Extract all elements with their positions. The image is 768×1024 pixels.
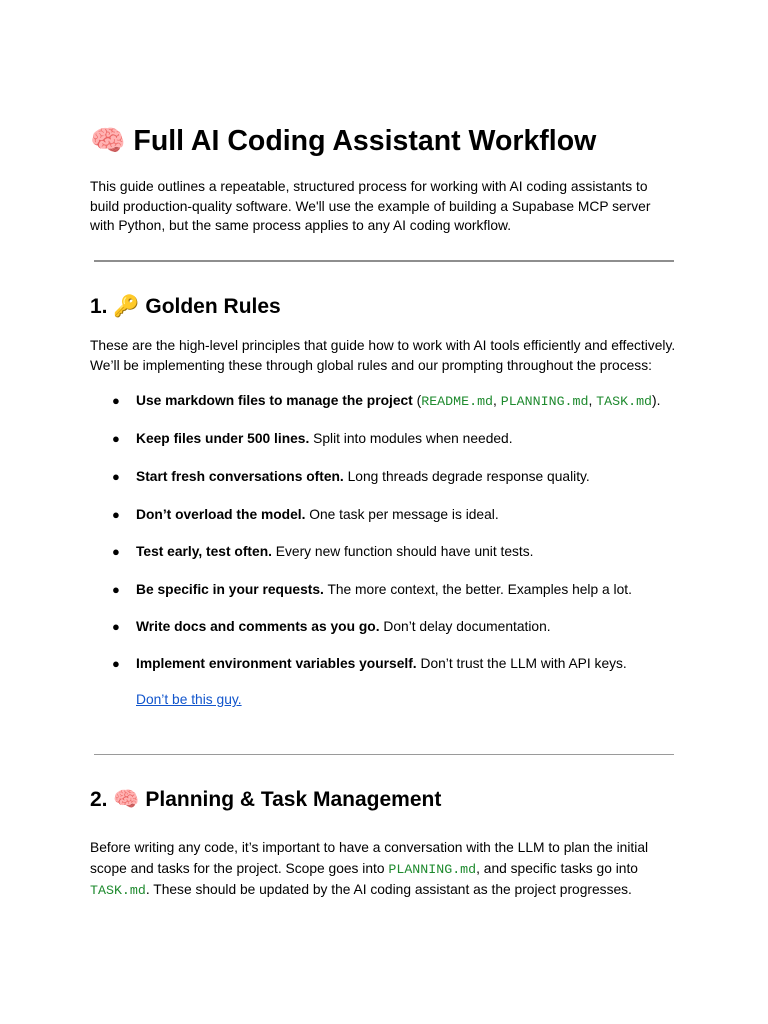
rule-text: (	[412, 393, 422, 408]
filename-code: PLANNING.md	[388, 861, 477, 877]
filename-code: TASK.md	[596, 394, 653, 409]
list-item	[112, 654, 696, 673]
rule-text: Every new function should have unit tests.	[271, 544, 534, 559]
section2-title: Planning & Task Management	[145, 788, 442, 811]
section2-line: scope and tasks for the project. Scope goes into	[90, 860, 389, 876]
section-divider	[94, 754, 674, 755]
document-title	[90, 121, 596, 161]
dont-be-this-guy-link[interactable]: Don’t be this guy.	[136, 692, 242, 707]
rule-bold: Don’t overload the model.	[136, 507, 306, 522]
rule-text: ).	[652, 393, 661, 408]
filename-code: README.md	[421, 394, 494, 409]
section1-intro-line: These are the high-level principles that guide how to work with AI tools efficiently and effectively.	[90, 338, 676, 353]
filename-code: PLANNING.md	[500, 394, 589, 409]
list-item	[112, 467, 696, 486]
section2-heading	[90, 784, 441, 815]
rule-text: Long threads degrade response quality.	[343, 469, 590, 484]
intro-line: build production-quality software. We'll use the example of building a Supabase MCP server	[90, 198, 651, 214]
bullet-icon: ●	[112, 619, 120, 634]
brain-icon: 🧠	[113, 787, 140, 811]
intro-line: This guide outlines a repeatable, structured process for working with AI coding assistants to	[90, 179, 648, 194]
rule-text: The more context, the better. Examples help a lot.	[323, 582, 632, 597]
list-item	[112, 505, 696, 524]
section2-line: . These should be updated by the AI coding assistant as the project progresses.	[145, 882, 632, 897]
list-item	[112, 429, 696, 448]
bullet-icon: ●	[112, 393, 120, 408]
section2-line: Before writing any code, it’s important to have a conversation with the LLM to plan the initial	[90, 840, 649, 855]
rule-bold: Write docs and comments as you go.	[136, 619, 380, 634]
bullet-icon: ●	[112, 469, 120, 484]
section2-number: 2.	[90, 788, 108, 811]
rule-text: One task per message is ideal.	[305, 507, 499, 522]
rule-text: ,	[588, 393, 597, 408]
section2-line: , and specific tasks go into	[476, 860, 638, 876]
rule-bold: Keep files under 500 lines.	[136, 431, 310, 446]
rule-bold: Be specific in your requests.	[136, 582, 324, 597]
list-item	[112, 580, 696, 599]
bullet-icon: ●	[112, 431, 120, 446]
section1-title: Golden Rules	[145, 295, 281, 318]
brain-icon: 🧠	[90, 124, 126, 157]
rule-text: Don’t delay documentation.	[379, 619, 551, 634]
filename-code: TASK.md	[90, 883, 146, 898]
list-item	[112, 617, 696, 636]
rule-bold: Start fresh conversations often.	[136, 469, 344, 484]
section2-paragraph	[90, 838, 690, 902]
bullet-icon: ●	[112, 656, 120, 671]
section1-intro-line: We’ll be implementing these through global rules and our prompting throughout the process:	[90, 357, 652, 373]
section1-heading	[90, 291, 281, 322]
bullet-icon: ●	[112, 507, 120, 522]
rule-bold: Test early, test often.	[136, 544, 272, 559]
section1-intro	[90, 336, 690, 375]
intro-paragraph	[90, 177, 690, 236]
list-item	[112, 391, 696, 411]
document-title-text: Full AI Coding Assistant Workflow	[133, 125, 597, 157]
intro-line: with Python, but the same process applies to any AI coding workflow.	[90, 218, 512, 233]
list-item	[112, 542, 696, 561]
rule-bold: Use markdown files to manage the project	[136, 393, 413, 408]
key-icon: 🔑	[113, 294, 140, 318]
section-divider	[94, 260, 674, 262]
bullet-icon: ●	[112, 544, 120, 559]
rule-bold: Implement environment variables yourself.	[136, 656, 417, 671]
rule-text: Don’t trust the LLM with API keys.	[416, 656, 627, 671]
rule-text: ,	[493, 393, 501, 408]
rule-text: Split into modules when needed.	[309, 431, 513, 446]
section1-number: 1.	[90, 295, 108, 318]
bullet-icon: ●	[112, 582, 120, 597]
